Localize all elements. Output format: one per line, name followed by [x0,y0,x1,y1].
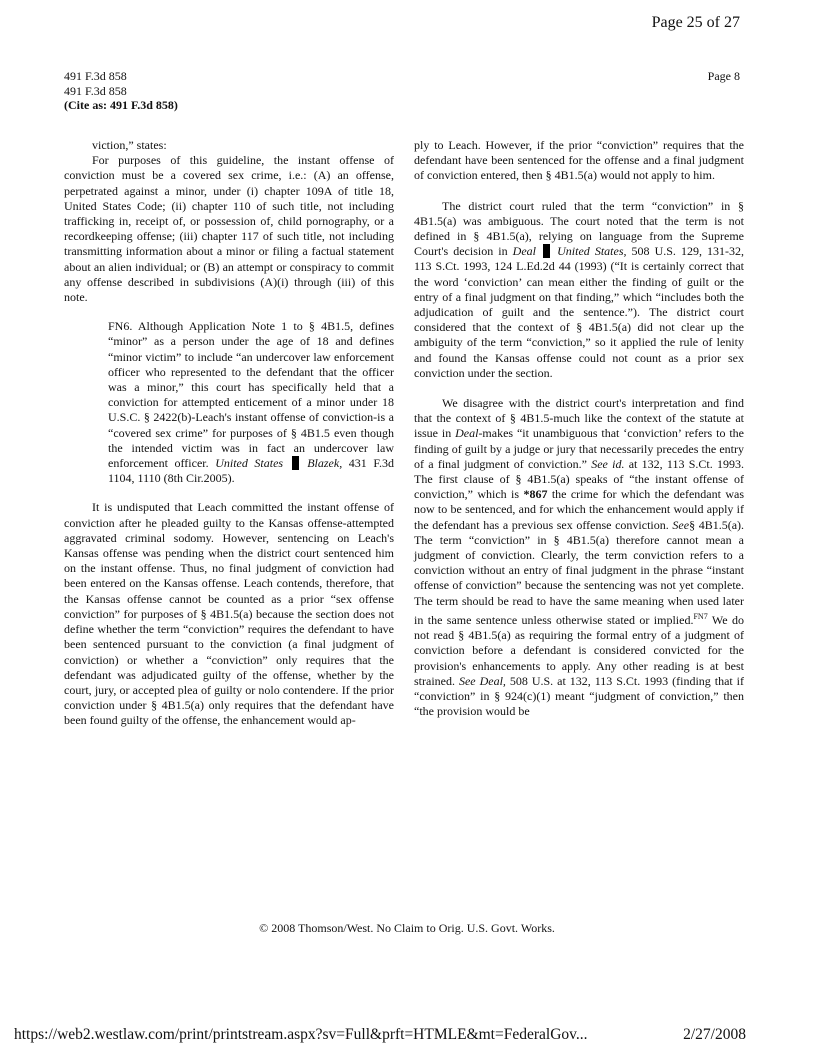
text: 508 U.S. 129, 131-32, 113 S.Ct. 1993, 124 L.Ed.2d 44 (1993) (“It is certainly correct that the word ‘conviction’ can mean either the finding of guilt or the entry of a final judgment on that finding,” which “includes both the adjudication of guilt and the sentence.”). The district court considered that the context of § 4B1.5(a) did not clear up the ambiguity of the term “conviction,” so it applied the rule of lenity and found the Kansas offense could not count as a prior sex conviction under the section. [414,244,745,380]
right-column [414,138,744,719]
print-url: https://web2.westlaw.com/print/printstream.aspx?sv=Full&prft=HTMLE&mt=FederalGov... [14,1026,588,1043]
citation-signal: See id. [591,456,625,471]
star-page: *867 [523,487,548,502]
text: the crime for which the defendant was now to be sentenced, and for which the enhancement would apply if the defendant has a previous sex offense conviction. [414,487,744,532]
text: We disagree with the district court's interpretation and find that the context of § 4B1.5-much like the context of the statute at issue in [414,396,744,441]
copyright-notice: © 2008 Thomson/West. No Claim to Orig. U.S. Govt. Works. [259,921,555,935]
case-name[interactable]: United States [215,456,284,471]
paragraph [414,396,744,719]
paragraph: ply to Leach. However, if the prior “conviction” requires that the defendant have been sentenced for the offense and a final judgment of conviction entered, then § 4B1.5(a) would not apply to him. [414,138,744,183]
print-date: 2/27/2008 [683,1026,746,1043]
citation: 431 F.3d 1104, 1110 (8th Cir.2005). [108,456,395,486]
text: The district court ruled that the term “conviction” in § 4B1.5(a) was ambiguous. The court noted that the term is not defined in § 4B1.5(a), relying on language from the Supreme Court's decision in [414,198,744,259]
case-name[interactable]: United States, [557,244,627,259]
citation-signal: See Deal, [458,673,506,688]
paragraph [414,199,744,381]
guideline-quote: For purposes of this guideline, the instant offense of conviction must be a covered sex crime, i.e.: (A) an offense, perpetrated against a minor, under (i) chapter 109A of title 18, United States Code; (ii) chapter 110 of such title, not including trafficking in, receipt of, or possession of, child pornography, or a recordkeeping offense; (iii) chapter 117 of such title, not including transmitting information about a minor or filing a factual statement about an alien individual; or (B) an attempt or conspiracy to commit any offense described in subdivisions (A)(i) through (iii) of this note. [64,153,394,305]
link-marker-icon[interactable] [543,244,550,258]
cite-as: (Cite as: 491 F.3d 858) [64,98,178,112]
paragraph: viction,” states: [92,138,167,152]
citation-line: 491 F.3d 858 [64,69,127,83]
page-count: Page 25 of 27 [651,14,740,31]
footnote-fn6 [108,319,394,486]
text: at 132, 113 S.Ct. 1993. The first clause of § 4B1.5(a) speaks of “the instant offense of conviction,” which is [414,456,744,502]
footnote-text: FN6. Although Application Note 1 to § 4B1.5, defines “minor” as a person under the age of 18 and defines “minor victim” to include “an undercover law enforcement officer who represented to the defendant that the officer was a minor,” this court has specifically held that a conviction for attempted enticement of a minor under 18 U.S.C. § 2422(b)-Leach's instant offense of conviction-is a “covered sex crime” for purposes of § 4B1.5 even though the intended victim was in fact an undercover law enforcement officer. [108,319,394,471]
case-name[interactable]: Deal [455,426,479,441]
text: § 4B1.5(a). The term “conviction” in § 4B1.5(a) therefore cannot mean a judgment of conviction. Clearly, the term conviction refers to a conviction without an entry of final judgment in the phrase “instant offense of conviction” because the sentencing was not yet complete. The term should be read to have the same meaning when used later in the same sentence unless otherwise stated or implied. [414,517,745,627]
citation-block [64,69,178,113]
page-label: Page 8 [707,69,740,83]
citation-signal: See [672,517,690,532]
text: 508 U.S. at 132, 113 S.Ct. 1993 (finding that if “conviction” in § 924(c)(1) meant “judgment of conviction,” then “the provision would be [414,673,745,719]
text: -makes “it unambiguous that ‘conviction’ refers to the finding of guilt by a judge or jury that necessarily precedes the entry of a final judgment of conviction.” [414,426,744,471]
case-name[interactable]: Blazek, [307,456,343,471]
link-marker-icon[interactable] [292,456,299,470]
citation-line: 491 F.3d 858 [64,83,127,98]
case-name[interactable]: Deal [512,244,536,259]
footnote-ref[interactable]: FN7 [693,611,708,621]
paragraph: It is undisputed that Leach committed the instant offense of conviction after he pleaded guilty to the Kansas offense-attempted aggravated criminal sodomy. However, sentencing on Leach's Kansas offense was pending when the district court sentenced him on the instant offense. Thus, no final judgment of conviction had been entered on the Kansas offense. Leach contends, therefore, that the Kansas offense cannot be counted as a prior “sex offense conviction” for purposes of § 4B1.5(a) because the section does not define whether the term “conviction” requires the defendant to have been sentenced pursuant to the conviction (a final judgment of conviction) or whether a “conviction” only requires that the defendant was adjudicated guilty of the offense, whether by the court, jury, or accepted plea of guilty or nolo contendere. If the prior conviction under § 4B1.5(a) only requires that the defendant have been found guilty of the offense, the enhancement would ap- [64,500,394,728]
text: We do not read § 4B1.5(a) as requiring the formal entry of a judgment of conviction before a defendant is considered convicted for the provision's enhancements to apply. Any other reading is at best strained. [414,612,744,688]
left-column [64,138,394,729]
